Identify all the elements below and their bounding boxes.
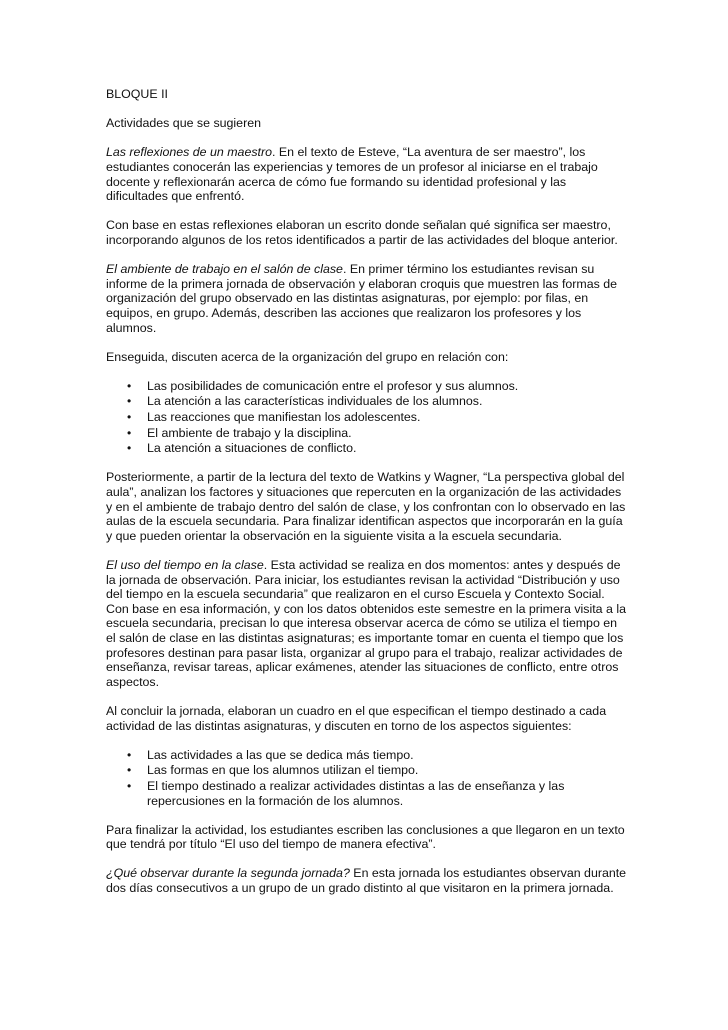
activities-subheading: Actividades que se sugieren [106,116,261,131]
bullet-icon: • [127,778,132,793]
paragraph-segunda-jornada [106,866,630,895]
list-item: • Las actividades a las que se dedica más tiempo. [127,747,414,762]
paragraph-enseguida: Enseguida, discuten acerca de la organización del grupo en relación con: [106,349,509,364]
list-item: • Las formas en que los alumnos utilizan el tiempo. [127,763,419,778]
bullet-icon: • [127,394,132,409]
bullet-icon: • [127,763,132,778]
paragraph-ambiente [106,262,630,335]
paragraph-posteriormente: Posteriormente, a partir de la lectura del texto de Watkins y Wagner, “La perspectiva global del aula”, analizan los factores y situaciones que repercuten en la organización de las actividades y en el ambiente de trabajo dentro del salón de clase, y los confrontan con lo observado en las aulas de la escuela secundaria. Para finalizar identifican aspectos que incorporarán en la guía y que pueden orientar la observación en la siguiente visita a la escuela secundaria. [106,470,626,543]
list-item: • La atención a situaciones de conflicto. [127,441,357,456]
paragraph-text: . En el texto de Esteve, “La aventura de ser maestro”, los estudiantes conocerán las experiencias y temores de un profesor al iniciarse en el trabajo docente y reflexionarán acerca de cómo fue formando su identidad profesional y las dificultades que enfrentó. [106,145,598,204]
paragraph-title: El ambiente de trabajo en el salón de clase [106,262,343,277]
paragraph-reflexiones [106,145,630,203]
paragraph-text: . En primer término los estudiantes revisan su informe de la primera jornada de observación y elaboran croquis que muestren las formas de organización del grupo observado en las distintas asignaturas, por ejemplo: por filas, en equipos, en grupo. Además, describen las acciones que realizaron los profesores y los alumnos. [106,262,618,335]
list-item: • Las reacciones que manifiestan los adolescentes. [127,410,421,425]
list-item: • El ambiente de trabajo y la disciplina. [127,425,352,440]
bullet-icon: • [127,410,132,425]
list-item: • Las posibilidades de comunicación entre el profesor y sus alumnos. [127,378,519,393]
paragraph-title: Las reflexiones de un maestro [106,145,272,160]
list-item: • La atención a las características individuales de los alumnos. [127,394,483,409]
bullet-icon: • [127,425,132,440]
bullet-icon: • [127,378,132,393]
bullet-list-aspectos [106,748,630,808]
paragraph-title: ¿Qué observar durante la segunda jornada? [106,866,350,881]
paragraph-title: El uso del tiempo en la clase [106,558,264,572]
list-item: • El tiempo destinado a realizar actividades distintas a las de enseñanza y las repercusiones en la formación de los alumnos. [127,778,565,808]
paragraph-text: . Esta actividad se realiza en dos momentos: antes y después de la jornada de observación. Para iniciar, los estudiantes revisan la actividad “Distribución y uso del tiempo en la escuela secundaria” que realizaron en el curso Escuela y Contexto Social. Con base en esa información, y con los datos obtenidos este semestre en la primera visita a la escuela secundaria, precisan lo que interesa observar acerca de cómo se utiliza el tiempo en el salón de clase en las distintas asignaturas; es importante tomar en cuenta el tiempo que los profesores destinan para pasar lista, organizar al grupo para el trabajo, realizar actividades de enseñanza, revisar tareas, aplicar exámenes, atender las situaciones de conflicto, entre otros aspectos. [106,558,626,689]
paragraph-escrito: Con base en estas reflexiones elaboran un escrito donde señalan qué significa ser maestro, incorporando algunos de los retos identificados a partir de las actividades del bloque anterior. [106,218,618,247]
bullet-list-organizacion [106,379,630,456]
block-heading: BLOQUE II [106,87,168,101]
document-page [106,87,630,910]
bullet-icon: • [127,747,132,762]
paragraph-concluir: Al concluir la jornada, elaboran un cuadro en el que especifican el tiempo destinado a cada actividad de las distintas asignaturas, y discuten en torno de los aspectos siguientes: [106,703,607,733]
paragraph-text: En esta jornada los estudiantes observan durante dos días consecutivos a un grupo de un grado distinto al que visitaron en la primera jornada. [106,866,627,896]
paragraph-uso-tiempo [106,558,630,689]
paragraph-finalizar: Para finalizar la actividad, los estudiantes escriben las conclusiones a que llegaron en un texto que tendrá por título “El uso del tiempo de manera efectiva”. [106,822,625,852]
bullet-icon: • [127,441,132,456]
